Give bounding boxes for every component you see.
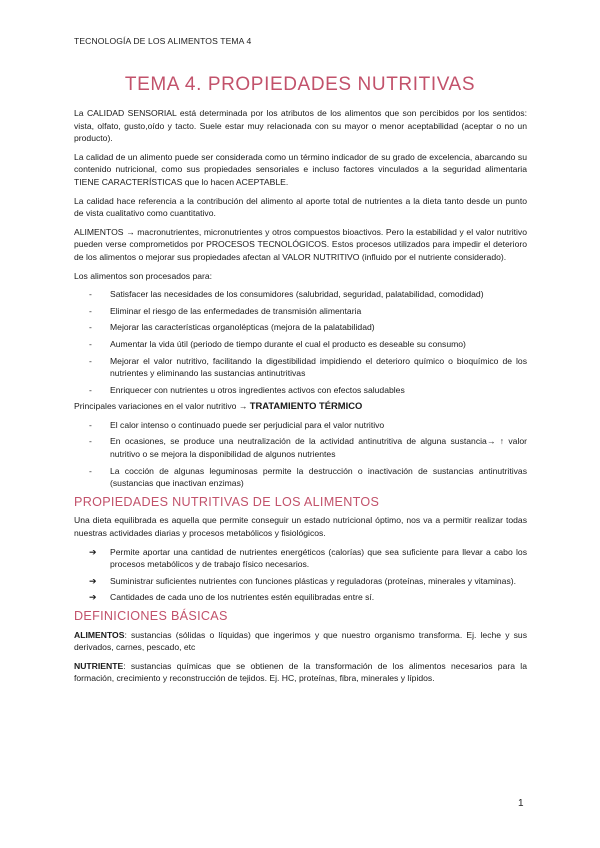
definition-nutriente [74, 660, 527, 685]
definition-alimentos [74, 629, 527, 654]
paragraph-variaciones [74, 400, 527, 413]
list-item: - Aumentar la vida útil (periodo de tiempo durante el cual el producto es deseable su consumo) [74, 338, 527, 351]
list-item: - Enriquecer con nutrientes u otros ingredientes activos con efectos saludables [74, 384, 527, 397]
definition-text: : sustancias químicas que se obtienen de la transformación de los alimentos necesarios para la formación, crecimiento y reconstrucción de tejidos. Ej. HC, proteínas, fibra, minerales y lípidos. [74, 660, 527, 684]
running-header: TECNOLOGÍA DE LOS ALIMENTOS TEMA 4 [74, 36, 252, 46]
definition-term: ALIMENTOS [74, 629, 125, 640]
list-item: - En ocasiones, se produce una neutralización de la actividad antinutritiva de alguna sustancia→ ↑ valor nutritivo o se mejora la disponibilidad de algunos nutrientes [74, 435, 527, 460]
arrow-right-icon: ➔ [89, 592, 97, 603]
paragraph-calidad-sensorial: La CALIDAD SENSORIAL está determinada por los atributos de los alimentos que son percibidos por los sentidos: vista, olfato, gusto,oído y tacto. Suele estar muy relacionada con su mayor o menor aceptabilidad (aceptar o no un producto). [74, 108, 527, 144]
treatment-label: TRATAMIENTO TÉRMICO [249, 400, 363, 412]
list-item: - Mejorar las características organolépticas (mejora de la palatabilidad) [74, 321, 527, 334]
arrow-right-icon: ➔ [89, 575, 97, 586]
page-title: TEMA 4. PROPIEDADES NUTRITIVAS [124, 74, 476, 95]
arrow-right-icon: ➔ [89, 546, 97, 557]
list-item: ➔ Cantidades de cada uno de los nutrientes estén equilibradas entre sí. [89, 592, 375, 603]
section-heading-definiciones: DEFINICIONES BÁSICAS [74, 609, 228, 623]
list-item: - El calor intenso o continuado puede ser perjudicial para el valor nutritivo [74, 419, 527, 432]
processed-purposes-list [74, 288, 527, 396]
list-item: ➔ Suministrar suficientes nutrientes con funciones plásticas y reguladoras (proteínas, minerales y vitaminas). [89, 575, 517, 586]
diet-requirements-list [74, 546, 527, 604]
definition-text: : sustancias (sólidas o líquidas) que ingerimos y que nuestro organismo transforma. Ej. leche y sus derivados, carnes, pescado, etc [74, 629, 527, 653]
treatment-intro: Principales variaciones en el valor nutritivo → [74, 401, 250, 412]
list-item: - Satisfacer las necesidades de los consumidores (salubridad, seguridad, palatabilidad, comodidad) [74, 288, 527, 301]
paragraph-procesados-intro: Los alimentos son procesados para: [74, 270, 213, 281]
document-body [74, 107, 527, 691]
definition-term: NUTRIENTE [74, 660, 124, 671]
paragraph-dieta-equilibrada: Una dieta equilibrada es aquella que permite conseguir un estado nutricional óptimo, nos va a permitir realizar todas nuestras actividades diarias y procesos metabólicos y fisiológicos. [74, 515, 527, 539]
page-number: 1 [518, 798, 524, 809]
paragraph-alimentos-procesos: ALIMENTOS → macronutrientes, micronutrientes y otros compuestos bioactivos. Pero la estabilidad y el valor nutritivo pueden verse comprometidos por PROCESOS TECNOLÓGICOS. Estos procesos utilizados para impedir el deterioro de los alimentos o mejorar sus propiedades afectan al VALOR NUTRITIVO (influido por el nutriente considerado). [74, 226, 527, 262]
list-item: - La cocción de algunas leguminosas permite la destrucción o inactivación de sustancias antinutritivas (sustancias que inactivan enzimas) [74, 465, 527, 490]
paragraph-calidad-alimento: La calidad de un alimento puede ser considerada como un término indicador de su grado de excelencia, abarcando su contenido nutricional, como sus propiedades sensoriales e incluso factores vinculados a la seguridad alimentaria TIENE CARACTERÍSTICAS que lo hacen ACEPTABLE. [74, 151, 527, 187]
list-item: - Eliminar el riesgo de las enfermedades de transmisión alimentaria [74, 305, 527, 318]
paragraph-contribucion: La calidad hace referencia a la contribución del alimento al aporte total de nutrientes a la dieta tanto desde un punto de vista cualitativo como cuantitativo. [74, 195, 527, 219]
list-item: - Mejorar el valor nutritivo, facilitando la digestibilidad impidiendo el deterioro químico o bioquímico de los nutrientes y eliminando las sustancias antinutritivas [74, 355, 527, 380]
treatment-effects-list [74, 419, 527, 490]
section-heading-propiedades: PROPIEDADES NUTRITIVAS DE LOS ALIMENTOS [74, 494, 380, 509]
list-item: ➔ Permite aportar una cantidad de nutrientes energéticos (calorías) que sea suficiente para llevar a cabo los procesos metabólicos y de trabajo físico necesarios. [89, 546, 527, 570]
